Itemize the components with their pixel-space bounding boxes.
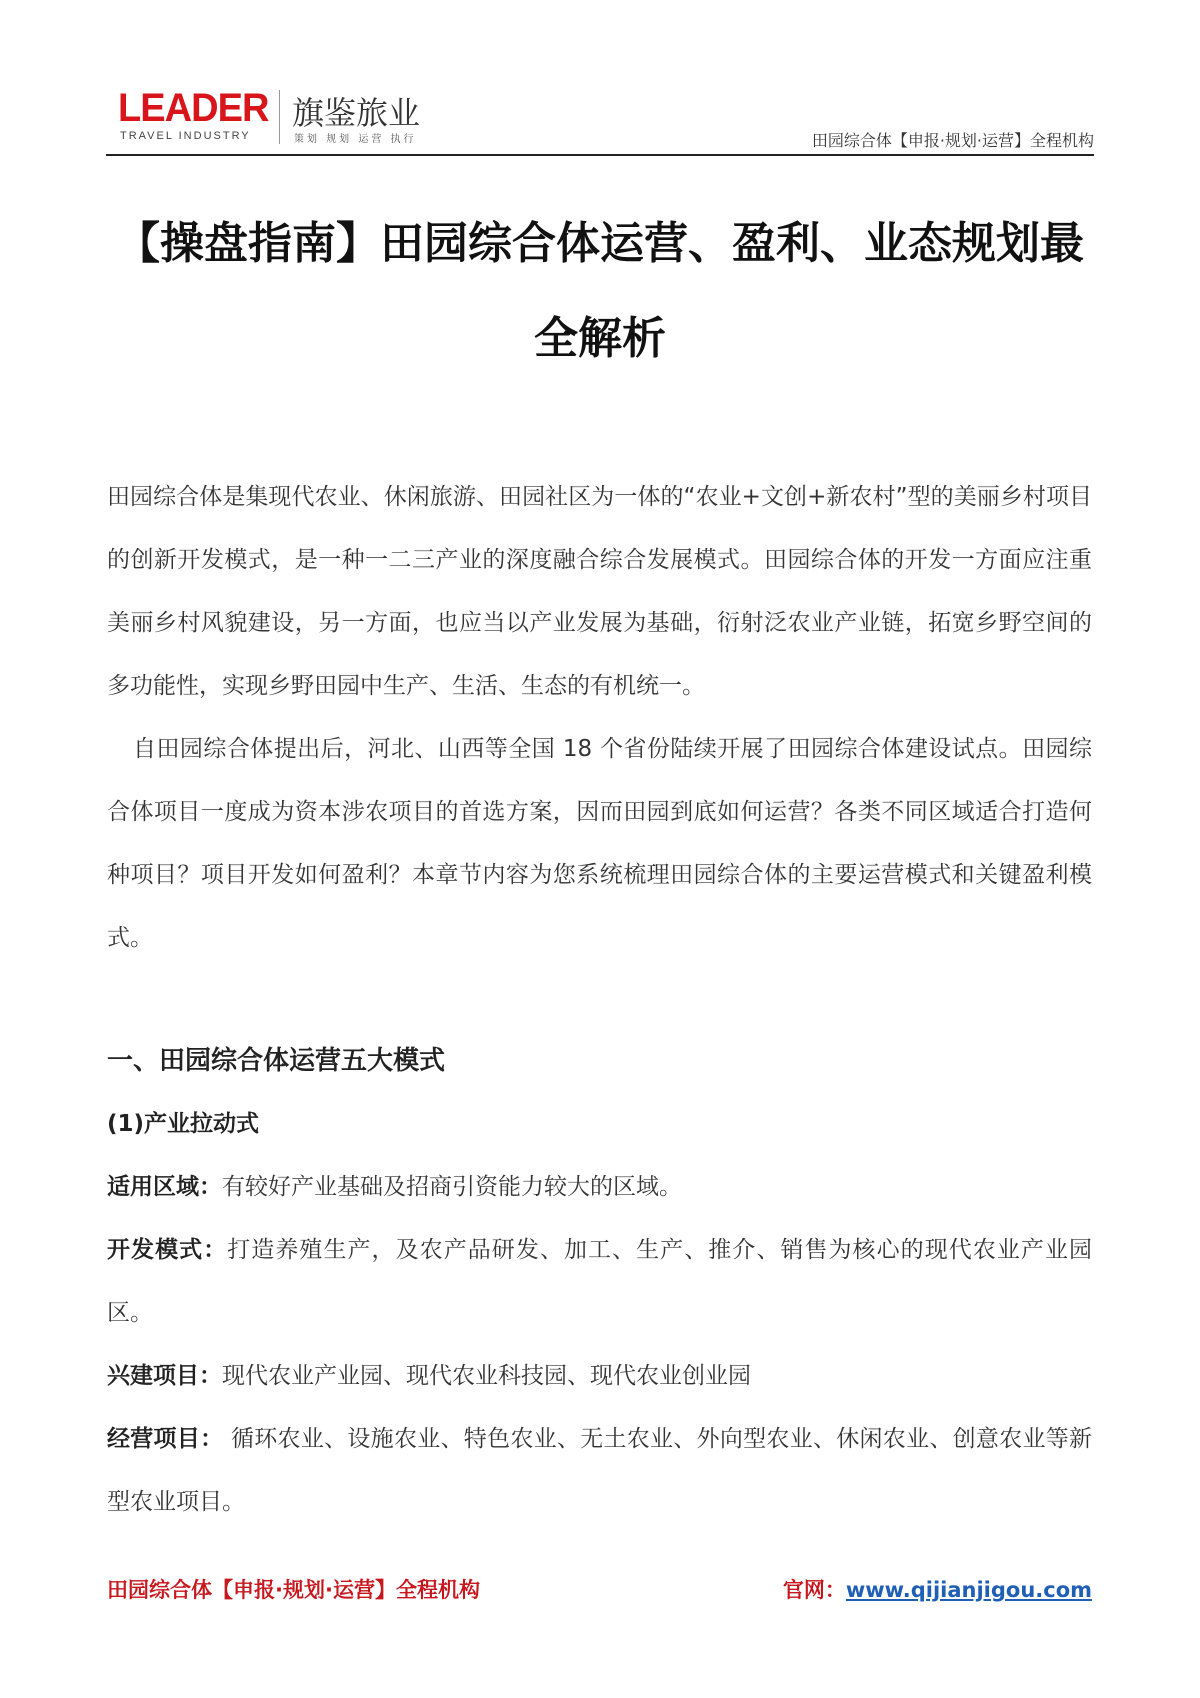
item-label: 经营项目： [107,1426,224,1452]
item-mode [107,1219,1092,1345]
document-body [107,466,1092,1534]
item-label: 适用区域： [107,1174,222,1200]
item-text: 有较好产业基础及招商引资能力较大的区域。 [222,1174,682,1200]
section-heading: 一、田园综合体运营五大模式 [107,1046,446,1076]
item-label: 开发模式： [107,1237,228,1263]
logo-divider [279,90,280,144]
logo-chinese: 旗鉴旅业 [292,94,421,132]
paragraph: 自田园综合体提出后，河北、山西等全国 18 个省份陆续开展了田园综合体建设试点。田园综合体项目一度成为资本涉农项目的首选方案，因而田园到底如何运营？各类不同区域适合打造何种项目？项目开发如何盈利？本章节内容为您系统梳理田园综合体的主要运营模式和关键盈利模式。 [107,736,1092,951]
subsection-heading: (1)产业拉动式 [107,1111,260,1137]
footer-tagline: 田园综合体【申报·规划·运营】全程机构 [107,1578,480,1602]
footer-website [783,1574,1092,1604]
paragraph: 田园综合体是集现代农业、休闲旅游、田园社区为一体的“农业+文创+新农村”型的美丽乡村项目的创新开发模式，是一种一二三产业的深度融合综合发展模式。田园综合体的开发一方面应注重美丽乡村风貌建设，另一方面，也应当以产业发展为基础，衍射泛农业产业链，拓宽乡野空间的多功能性，实现乡野田园中生产、生活、生态的有机统一。 [107,484,1092,699]
item-region [107,1156,1092,1219]
item-text: 现代农业产业园、现代农业科技园、现代农业创业园 [222,1363,751,1389]
website-link[interactable]: www.qijianjigou.com [845,1578,1092,1602]
header-tagline: 田园综合体【申报·规划·运营】全程机构 [811,131,1094,150]
item-operations [107,1408,1092,1534]
item-projects [107,1345,1092,1408]
item-text: 打造养殖生产，及农产品研发、加工、生产、推介、销售为核心的现代农业产业园区。 [107,1237,1093,1326]
document-title: 【操盘指南】田园综合体运营、盈利、业态规划最全解析 [116,218,1084,364]
website-label: 官网： [782,1578,846,1602]
page-header [106,84,1094,154]
page-footer [107,1574,1092,1614]
item-text: 循环农业、设施农业、特色农业、无土农业、外向型农业、休闲农业、创意农业等新型农业项目。 [107,1426,1093,1515]
logo-chinese-subtitle: 策划 规划 运营 执行 [294,134,417,145]
logo-leader: LEADER [118,86,269,130]
item-label: 兴建项目： [107,1363,222,1389]
logo-subtitle: TRAVEL INDUSTRY [120,130,251,142]
header-divider [106,154,1094,156]
